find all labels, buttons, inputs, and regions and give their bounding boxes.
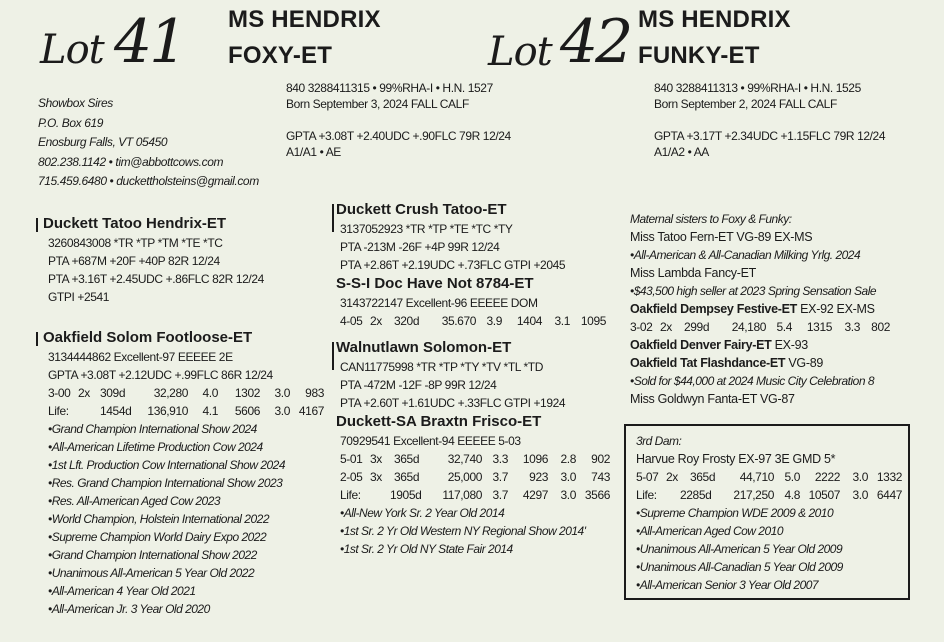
- record-cell: Life:: [340, 488, 361, 502]
- dam-honor: •Supreme Champion World Dairy Expo 2022: [48, 530, 267, 544]
- bracket-mark: [332, 342, 334, 370]
- sire-name: [43, 214, 264, 234]
- record-cell: 5.4: [776, 320, 792, 334]
- record-cell: 3.0: [852, 488, 868, 502]
- flashdance-suffix: VG-89: [785, 356, 824, 370]
- record-cell: 743: [591, 470, 610, 484]
- record-cell: 2x: [78, 386, 90, 400]
- flashdance-line: [630, 354, 890, 372]
- record-cell: 1096: [522, 452, 548, 466]
- third-dam-box: [624, 424, 910, 600]
- record-cell: 3.1: [554, 314, 570, 328]
- frisco-honor: •All-New York Sr. 2 Year Old 2014: [340, 506, 505, 520]
- lot42-info-line: A1/A2 • AA: [654, 145, 709, 159]
- dam-honor: •1st Lft. Production Cow International Show 2024: [48, 458, 286, 472]
- lot42-name-line1: MS HENDRIX: [638, 6, 791, 33]
- record-cell: 35.670: [441, 314, 476, 328]
- record-cell: 299d: [684, 320, 710, 334]
- dam-name: [43, 328, 324, 348]
- record-row: [630, 318, 890, 336]
- crush-line: PTA -213M -26F +4P 99R 12/24: [340, 240, 500, 254]
- record-cell: Life:: [636, 488, 657, 502]
- maternal-item: •All-American & All-Canadian Milking Yrlg. 2024: [630, 248, 861, 262]
- dam-honor: •Grand Champion International Show 2022: [48, 548, 257, 562]
- record-row: [340, 468, 610, 486]
- record-cell: 6447: [876, 488, 902, 502]
- third-dam-name: Harvue Roy Frosty EX-97 3E GMD 5*: [636, 452, 836, 466]
- fairy-name: Oakfield Denver Fairy-ET: [630, 338, 772, 352]
- frisco-honor: •1st Sr. 2 Yr Old Western NY Regional Show 2014': [340, 524, 586, 538]
- dam-honor: •All-American Lifetime Production Cow 2024: [48, 440, 263, 454]
- sire-line: 3260843008 *TR *TP *TM *TE *TC: [48, 236, 223, 250]
- dam-line: GPTA +3.08T +2.12UDC +.99FLC 86R 12/24: [48, 368, 273, 382]
- bracket-mark: [332, 204, 334, 232]
- record-cell: 3.0: [852, 470, 868, 484]
- walnut-line: PTA -472M -12F -8P 99R 12/24: [340, 378, 497, 392]
- record-cell: 5-01: [340, 452, 363, 466]
- record-cell: 3x: [370, 452, 382, 466]
- maternal-item: •$43,500 high seller at 2023 Spring Sensation Sale: [630, 284, 877, 298]
- third-dam-honor: •All-American Senior 3 Year Old 2007: [636, 578, 819, 592]
- flashdance-name: Oakfield Tat Flashdance-ET: [630, 356, 786, 370]
- pedigree-column: [332, 200, 610, 558]
- dam-line: 3134444862 Excellent-97 EEEEE 2E: [48, 350, 233, 364]
- goldwyn-line: Miss Goldwyn Fanta-ET VG-87: [630, 392, 795, 406]
- dam-honor: •Grand Champion International Show 2024: [48, 422, 257, 436]
- record-row: [340, 312, 610, 330]
- record-cell: 44,710: [739, 470, 774, 484]
- lot42-info-line: [654, 112, 885, 128]
- lot42-header: [488, 8, 638, 78]
- sire-block: [38, 214, 264, 306]
- lot41-info-line: Born September 3, 2024 FALL CALF: [286, 97, 469, 111]
- record-cell: 3.0: [274, 386, 290, 400]
- record-cell: 983: [305, 386, 324, 400]
- record-cell: 365d: [394, 452, 420, 466]
- flashdance-note: •Sold for $44,000 at 2024 Music City Celebration 8: [630, 374, 875, 388]
- record-cell: 3.7: [492, 470, 508, 484]
- record-cell: 4-05: [340, 314, 363, 328]
- record-cell: 3.0: [560, 488, 576, 502]
- dam-honor: •Res. Grand Champion International Show 2023: [48, 476, 283, 490]
- lot41-info-line: GPTA +3.08T +2.40UDC +.90FLC 79R 12/24: [286, 129, 511, 143]
- record-cell: 1302: [234, 386, 260, 400]
- sire-line: GTPI +2541: [48, 290, 110, 304]
- lot41-name-line1: MS HENDRIX: [228, 6, 381, 33]
- record-cell: 3.3: [492, 452, 508, 466]
- lot41-name-line2: FOXY-ET: [228, 42, 333, 69]
- frisco-honor: •1st Sr. 2 Yr Old NY State Fair 2014: [340, 542, 513, 556]
- third-dam-honor: •All-American Aged Cow 2010: [636, 524, 783, 538]
- dam-honor: •All-American 4 Year Old 2021: [48, 584, 196, 598]
- bracket-mark: [36, 332, 38, 346]
- record-cell: 25,000: [447, 470, 482, 484]
- record-cell: 1095: [580, 314, 606, 328]
- record-cell: 4.8: [784, 488, 800, 502]
- record-cell: 2x: [370, 314, 382, 328]
- record-cell: 10507: [808, 488, 840, 502]
- lot42-info-line: Born September 2, 2024 FALL CALF: [654, 97, 837, 111]
- sire-line: PTA +687M +20F +40P 82R 12/24: [48, 254, 220, 268]
- record-cell: 3.9: [486, 314, 502, 328]
- walnut-name: [336, 338, 610, 358]
- record-cell: 217,250: [733, 488, 774, 502]
- dam-honor: •Unanimous All-American 5 Year Old 2022: [48, 566, 255, 580]
- third-dam-honor: •Unanimous All-American 5 Year Old 2009: [636, 542, 843, 556]
- lot41-info: [286, 80, 511, 160]
- record-cell: 3-00: [48, 386, 71, 400]
- fairy-suffix: EX-93: [771, 338, 808, 352]
- record-cell: 365d: [394, 470, 420, 484]
- lot41-info-line: A1/A1 • AE: [286, 145, 341, 159]
- consignor-block: [38, 94, 259, 192]
- doc-name: S-S-I Doc Have Not 8784-ET: [336, 275, 534, 292]
- lot42-info: [654, 80, 885, 160]
- record-cell: 4167: [298, 404, 324, 418]
- dempsey-name: Oakfield Dempsey Festive-ET: [630, 302, 797, 316]
- lot41-info-line: 840 3288411315 • 99%RHA-I • H.N. 1527: [286, 81, 493, 95]
- record-cell: 320d: [394, 314, 420, 328]
- record-cell: 2-05: [340, 470, 363, 484]
- record-cell: 136,910: [147, 404, 188, 418]
- record-cell: 802: [871, 320, 890, 334]
- lot41-lot-word: Lot: [40, 27, 104, 73]
- record-cell: 3x: [370, 470, 382, 484]
- record-cell: 5606: [234, 404, 260, 418]
- lot42-lot-word: Lot: [488, 29, 552, 75]
- record-row: [48, 384, 324, 402]
- record-cell: 2.8: [560, 452, 576, 466]
- walnut-line: CAN11775998 *TR *TP *TY *TV *TL *TD: [340, 360, 543, 374]
- record-cell: 1332: [876, 470, 902, 484]
- dempsey-line: [630, 300, 890, 318]
- record-cell: 2222: [814, 470, 840, 484]
- walnut-name-text: Walnutlawn Solomon-ET: [336, 339, 512, 356]
- consignor-line: Showbox Sires: [38, 96, 113, 110]
- consignor-line: Enosburg Falls, VT 05450: [38, 135, 168, 149]
- dam-honor: •World Champion, Holstein International 2022: [48, 512, 269, 526]
- frisco-line: 70929541 Excellent-94 EEEEE 5-03: [340, 434, 521, 448]
- record-cell: 902: [591, 452, 610, 466]
- dam-honor: •Res. All-American Aged Cow 2023: [48, 494, 221, 508]
- record-cell: 4.1: [202, 404, 218, 418]
- maternal-heading: Maternal sisters to Foxy & Funky:: [630, 212, 792, 226]
- record-cell: 3.0: [560, 470, 576, 484]
- record-cell: 5-07: [636, 470, 659, 484]
- walnut-line: PTA +2.60T +1.61UDC +.33FLC GTPI +1924: [340, 396, 566, 410]
- lot42-number: 42: [560, 7, 631, 77]
- record-cell: 5.0: [784, 470, 800, 484]
- consignor-line: 802.238.1142 • tim@abbottcows.com: [38, 154, 224, 169]
- record-cell: 3566: [584, 488, 610, 502]
- record-cell: 117,080: [442, 488, 482, 502]
- record-cell: 3-02: [630, 320, 653, 334]
- maternal-block: [630, 210, 890, 408]
- record-cell: 32,280: [153, 386, 188, 400]
- record-cell: 309d: [100, 386, 126, 400]
- dempsey-suffix: EX-92 EX-MS: [796, 302, 875, 316]
- record-cell: 2x: [666, 470, 678, 484]
- crush-name: [336, 200, 610, 220]
- consignor-line: P.O. Box 619: [38, 115, 104, 130]
- record-cell: 3.7: [492, 488, 508, 502]
- sire-name-text: Duckett Tatoo Hendrix-ET: [43, 215, 227, 232]
- doc-line: 3143722147 Excellent-96 EEEEE DOM: [340, 296, 538, 310]
- record-cell: 24,180: [731, 320, 766, 334]
- frisco-name: Duckett-SA Braxtn Frisco-ET: [336, 413, 542, 430]
- record-cell: 365d: [690, 470, 716, 484]
- lot42-info-line: GPTA +3.17T +2.34UDC +1.15FLC 79R 12/24: [654, 129, 886, 143]
- maternal-item: Miss Tatoo Fern-ET VG-89 EX-MS: [630, 230, 813, 244]
- record-cell: 4.0: [202, 386, 218, 400]
- record-cell: 3.0: [274, 404, 290, 418]
- third-dam-honor: •Unanimous All-Canadian 5 Year Old 2009: [636, 560, 843, 574]
- record-cell: 2285d: [680, 488, 712, 502]
- record-cell: 1404: [516, 314, 542, 328]
- record-cell: 1454d: [100, 404, 132, 418]
- record-cell: 923: [529, 470, 548, 484]
- record-row: [340, 486, 610, 504]
- record-cell: 1315: [806, 320, 832, 334]
- lot42-name-line2: FUNKY-ET: [638, 42, 760, 69]
- record-cell: 1905d: [390, 488, 422, 502]
- dam-block: [38, 328, 324, 618]
- dam-honor: •All-American Jr. 3 Year Old 2020: [48, 602, 210, 616]
- third-dam-label: 3rd Dam:: [636, 434, 682, 448]
- lot41-number: 41: [114, 7, 185, 77]
- bracket-mark: [36, 218, 38, 232]
- record-row: [48, 402, 324, 420]
- record-row: [636, 486, 902, 504]
- lot42-info-line: 840 3288411313 • 99%RHA-I • H.N. 1525: [654, 81, 861, 95]
- crush-line: 3137052923 *TR *TP *TE *TC *TY: [340, 222, 513, 236]
- record-cell: 4297: [522, 488, 548, 502]
- lot41-info-line: [286, 112, 511, 128]
- sire-line: PTA +3.16T +2.45UDC +.86FLC 82R 12/24: [48, 272, 264, 286]
- third-dam-honor: •Supreme Champion WDE 2009 & 2010: [636, 506, 834, 520]
- record-cell: 2x: [660, 320, 672, 334]
- maternal-item: Miss Lambda Fancy-ET: [630, 266, 756, 280]
- record-cell: 3.3: [844, 320, 860, 334]
- record-cell: Life:: [48, 404, 69, 418]
- record-row: [340, 450, 610, 468]
- crush-line: PTA +2.86T +2.19UDC +.73FLC GTPI +2045: [340, 258, 566, 272]
- record-cell: 32,740: [447, 452, 482, 466]
- dam-name-text: Oakfield Solom Footloose-ET: [43, 329, 253, 346]
- consignor-line: 715.459.6480 • duckettholsteins@gmail.com: [38, 174, 259, 188]
- crush-name-text: Duckett Crush Tatoo-ET: [336, 201, 507, 218]
- record-row: [636, 468, 902, 486]
- fairy-line: [630, 336, 890, 354]
